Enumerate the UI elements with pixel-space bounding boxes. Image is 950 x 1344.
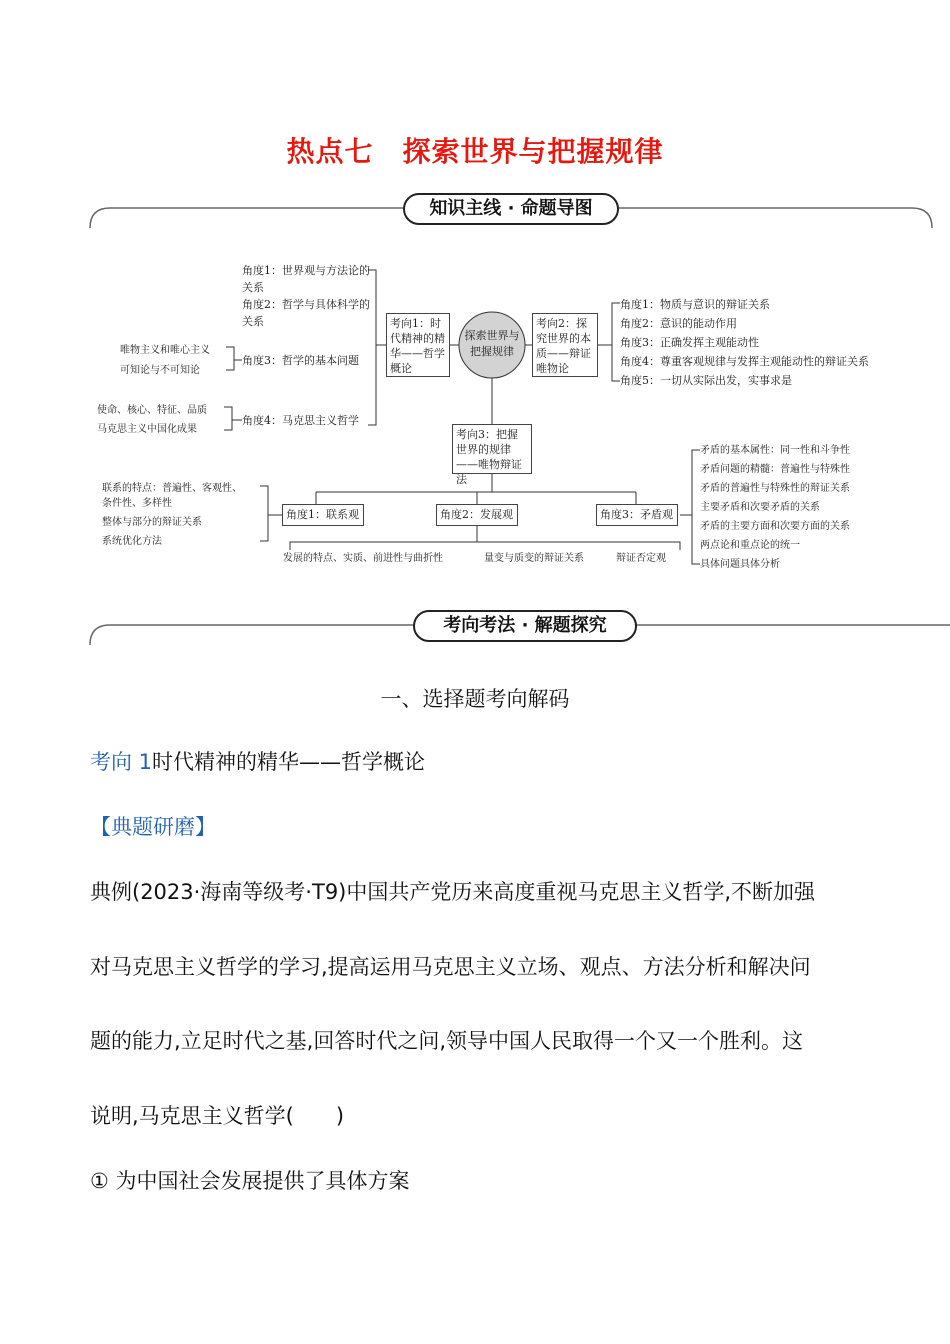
maodun-sub-3: 矛盾的普遍性与特殊性的辩证关系 [700,483,850,494]
question-line-4: 说明,马克思主义哲学( ) [90,1104,345,1128]
maodun-sub-6: 两点论和重点论的统一 [700,540,800,551]
maodun-sub-5: 矛盾的主要方面和次要方面的关系 [700,521,850,532]
fazhan-sub-2: 量变与质变的辩证关系 [484,553,584,564]
angle4-sub-2: 马克思主义中国化成果 [97,424,197,435]
lianxi-sub-2: 条件性、多样性 [102,498,172,509]
dianti-label: 【典题研磨】 [90,815,216,839]
lianxi-sub-1: 联系的特点：普遍性、客观性、 [102,483,242,494]
mindmap-kaoxiang3: 考向3：把握世界的规律——唯物辩证法 [452,424,532,474]
right-angle-4: 角度4：尊重客观规律与发挥主观能动性的辩证关系 [620,355,869,368]
question-line-3: 题的能力,立足时代之基,回答时代之问,领导中国人民取得一个又一个胜利。这 [90,1029,804,1053]
question-line-1: 典例(2023·海南等级考·T9)中国共产党历来高度重视马克思主义哲学,不断加强 [90,880,816,904]
kaoxiang-label: 考向 1 [90,750,153,774]
bottom-angle-3: 角度3：矛盾观 [596,504,678,526]
kaoxiang-text: 时代精神的精华——哲学概论 [152,750,426,774]
bottom-angle-1: 角度1：联系观 [282,504,364,526]
left-angle-2: 角度2：哲学与具体科学的关系 [242,298,370,328]
section-header-1: 知识主线 · 命题导图 [403,193,619,225]
angle3-sub-2: 可知论与不可知论 [120,365,200,376]
kaoxiang-heading [90,746,425,776]
maodun-sub-7: 具体问题具体分析 [700,559,780,570]
left-angle-4: 角度4：马克思主义哲学 [242,414,359,427]
maodun-sub-2: 矛盾问题的精髓：普遍性与特殊性 [700,464,850,475]
option-1: ① 为中国社会发展提供了具体方案 [90,1169,410,1193]
left-angle-1: 角度1：世界观与方法论的关系 [242,264,370,294]
lianxi-sub-3: 整体与部分的辩证关系 [102,517,202,528]
right-angle-5: 角度5：一切从实际出发，实事求是 [620,374,792,387]
mindmap-kaoxiang1: 考向1：时代精神的精华——哲学概论 [386,313,450,377]
maodun-sub-4: 主要矛盾和次要矛盾的关系 [700,502,820,513]
section-title: 一、选择题考向解码 [380,687,570,711]
angle4-sub-1: 使命、核心、特征、品质 [97,405,207,416]
fazhan-sub-1: 发展的特点、实质、前进性与曲折性 [283,553,443,564]
maodun-sub-1: 矛盾的基本属性：同一性和斗争性 [700,445,850,456]
section-header-2: 考向考法 · 解题探究 [413,610,637,642]
fazhan-sub-3: 辩证否定观 [616,553,666,564]
mindmap-kaoxiang2: 考向2：探究世界的本质——辩证唯物论 [532,313,598,377]
angle3-sub-1: 唯物主义和唯心主义 [120,345,210,356]
right-angle-1: 角度1：物质与意识的辩证关系 [620,298,770,311]
lianxi-sub-4: 系统优化方法 [102,536,162,547]
mindmap-center-label: 探索世界与把握规律 [464,329,520,358]
page-title: 热点七 探索世界与把握规律 [286,135,664,168]
right-angle-2: 角度2：意识的能动作用 [620,317,737,330]
left-angle-3: 角度3：哲学的基本问题 [242,354,359,367]
right-angle-3: 角度3：正确发挥主观能动性 [620,336,759,349]
bottom-angle-2: 角度2：发展观 [436,504,518,526]
question-line-2: 对马克思主义哲学的学习,提高运用马克思主义立场、观点、方法分析和解决问 [90,955,811,979]
